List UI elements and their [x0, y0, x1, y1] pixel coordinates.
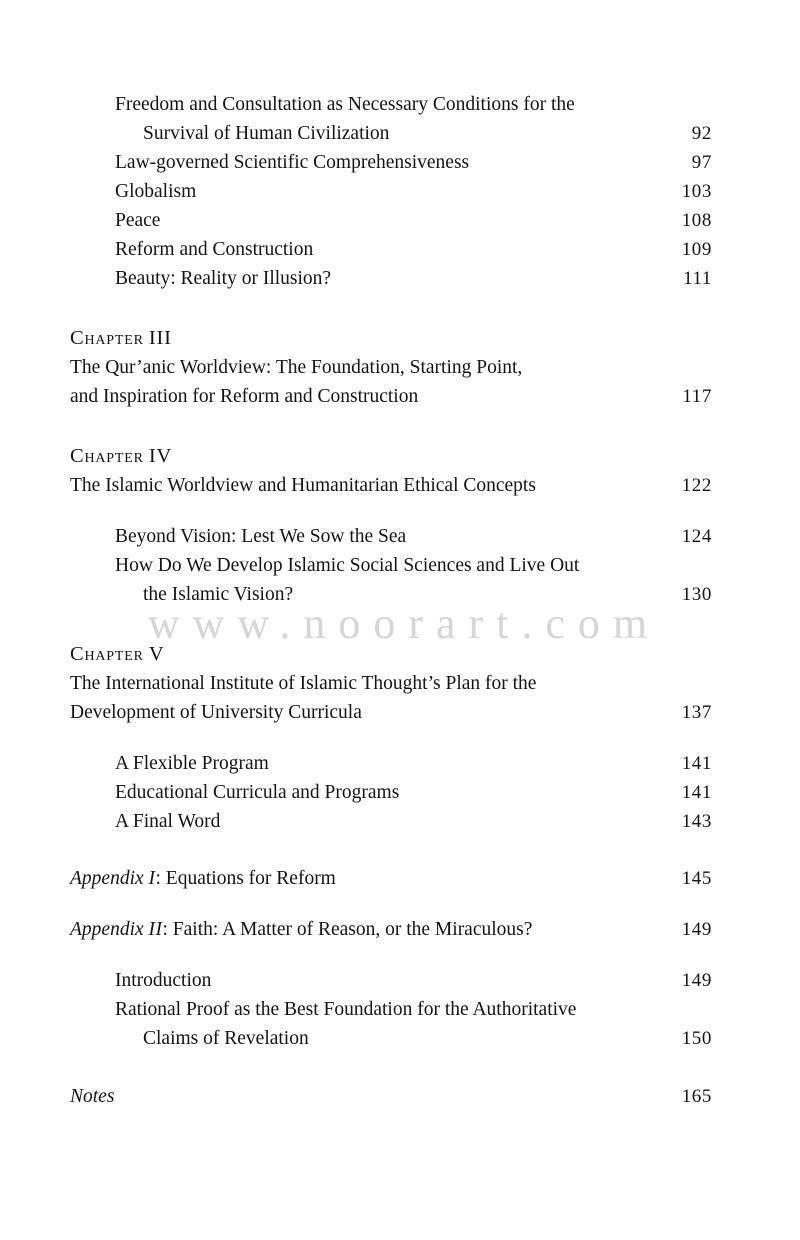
toc-entry-line — [0, 778, 800, 807]
toc-entry-line — [0, 1024, 800, 1053]
chapter-label-word: Chapter — [70, 445, 144, 467]
notes-label: Notes — [70, 1086, 115, 1107]
toc-entry[interactable] — [0, 551, 800, 609]
appendix-title: : Equations for Reform — [155, 868, 336, 889]
chapter-label-numeral: V — [148, 643, 165, 665]
toc-entry-text: Peace — [115, 210, 161, 231]
chapter-label-word: Chapter — [70, 327, 144, 349]
appendix-title: : Faith: A Matter of Reason, or the Miraculous? — [162, 919, 533, 940]
page-number: 122 — [681, 475, 712, 496]
toc-entry[interactable] — [0, 864, 800, 893]
toc-entry-line — [0, 177, 800, 206]
appendix-numeral: I — [148, 868, 156, 889]
page-number: 137 — [681, 702, 712, 723]
page-number: 92 — [691, 123, 712, 144]
chapter-label-word: Chapter — [70, 643, 144, 665]
toc-entry[interactable] — [0, 206, 800, 235]
chapter-title-line — [0, 353, 800, 382]
chapter-title-text: The International Institute of Islamic Thought’s Plan for the — [70, 673, 537, 694]
page-number: 111 — [683, 268, 712, 289]
appendix-word: Appendix — [70, 868, 144, 889]
appendix-word: Appendix — [70, 919, 144, 940]
toc-entry[interactable] — [0, 807, 800, 836]
toc-entry-text: A Flexible Program — [115, 753, 269, 774]
chapter-title-line — [0, 698, 800, 727]
page-number: 143 — [681, 811, 712, 832]
toc-entry-line — [0, 995, 800, 1024]
toc-entry-text: A Final Word — [115, 811, 221, 832]
toc-entry[interactable] — [0, 639, 800, 727]
page-number: 145 — [681, 868, 712, 889]
page-number: 165 — [681, 1086, 712, 1107]
toc-entry[interactable] — [0, 966, 800, 995]
chapter-title-text: and Inspiration for Reform and Construction — [70, 386, 419, 407]
toc-entry-text: Reform and Construction — [115, 239, 314, 260]
toc-entry[interactable] — [0, 177, 800, 206]
page-number: 130 — [681, 584, 712, 605]
appendix-line — [0, 915, 800, 944]
toc-entry-text: Rational Proof as the Best Foundation for the Authoritative — [115, 999, 577, 1020]
chapter-title-line — [0, 669, 800, 698]
page-number: 117 — [682, 386, 712, 407]
chapter-title-text: The Islamic Worldview and Humanitarian Ethical Concepts — [70, 475, 536, 496]
toc-entry-line — [0, 90, 800, 119]
toc-entry[interactable] — [0, 90, 800, 148]
page-number: 141 — [681, 782, 712, 803]
toc-entry[interactable] — [0, 1082, 800, 1111]
chapter-title-text: Development of University Curricula — [70, 702, 362, 723]
chapter-title-line — [0, 382, 800, 411]
toc-entry-line — [0, 235, 800, 264]
toc-entry-line — [0, 966, 800, 995]
page-number: 124 — [681, 526, 712, 547]
toc-entry-text: Claims of Revelation — [143, 1028, 309, 1049]
toc-entry-text: Educational Curricula and Programs — [115, 782, 400, 803]
toc-entry-text: Law-governed Scientific Comprehensiveness — [115, 152, 470, 173]
page-number: 149 — [681, 970, 712, 991]
chapter-title-line — [0, 471, 800, 500]
toc-entry[interactable] — [0, 522, 800, 551]
toc-entry[interactable] — [0, 264, 800, 293]
toc-entry[interactable] — [0, 749, 800, 778]
toc-entry-text: Freedom and Consultation as Necessary Conditions for the — [115, 94, 575, 115]
toc-entry-text: the Islamic Vision? — [143, 584, 294, 605]
toc-entry-line — [0, 807, 800, 836]
chapter-label-numeral: III — [148, 327, 172, 349]
page-number: 103 — [681, 181, 712, 202]
toc-entry-line — [0, 580, 800, 609]
appendix-numeral: II — [148, 919, 163, 940]
toc-entry-text: Survival of Human Civilization — [143, 123, 390, 144]
notes-line — [0, 1082, 800, 1111]
chapter-label — [0, 441, 800, 472]
toc-entry[interactable] — [0, 323, 800, 411]
toc-entry[interactable] — [0, 778, 800, 807]
toc-entry-line — [0, 551, 800, 580]
chapter-label — [0, 639, 800, 670]
toc-entry-line — [0, 264, 800, 293]
chapter-label-numeral: IV — [148, 445, 173, 467]
toc-entry-line — [0, 522, 800, 551]
page-number: 108 — [681, 210, 712, 231]
appendix-line — [0, 864, 800, 893]
toc-entry-text: Introduction — [115, 970, 212, 991]
chapter-label — [0, 323, 800, 354]
chapter-title-text: The Qur’anic Worldview: The Foundation, Starting Point, — [70, 357, 523, 378]
page-number: 109 — [681, 239, 712, 260]
toc-entry[interactable] — [0, 915, 800, 944]
toc-entry-line — [0, 148, 800, 177]
toc-entry-line — [0, 119, 800, 148]
toc-entry[interactable] — [0, 235, 800, 264]
page-number: 149 — [681, 919, 712, 940]
toc-entry-text: Beyond Vision: Lest We Sow the Sea — [115, 526, 407, 547]
toc-entry-text: Globalism — [115, 181, 197, 202]
page-number: 150 — [681, 1028, 712, 1049]
toc-entry-text: Beauty: Reality or Illusion? — [115, 268, 332, 289]
toc-entry-line — [0, 749, 800, 778]
page-number: 141 — [681, 753, 712, 774]
toc-entry[interactable] — [0, 995, 800, 1053]
toc-entry-line — [0, 206, 800, 235]
toc-entry[interactable] — [0, 148, 800, 177]
toc-entry[interactable] — [0, 441, 800, 500]
watermark-text: www.noorart.com — [147, 599, 661, 648]
page-number: 97 — [691, 152, 712, 173]
toc-entry-text: How Do We Develop Islamic Social Sciences and Live Out — [115, 555, 580, 576]
